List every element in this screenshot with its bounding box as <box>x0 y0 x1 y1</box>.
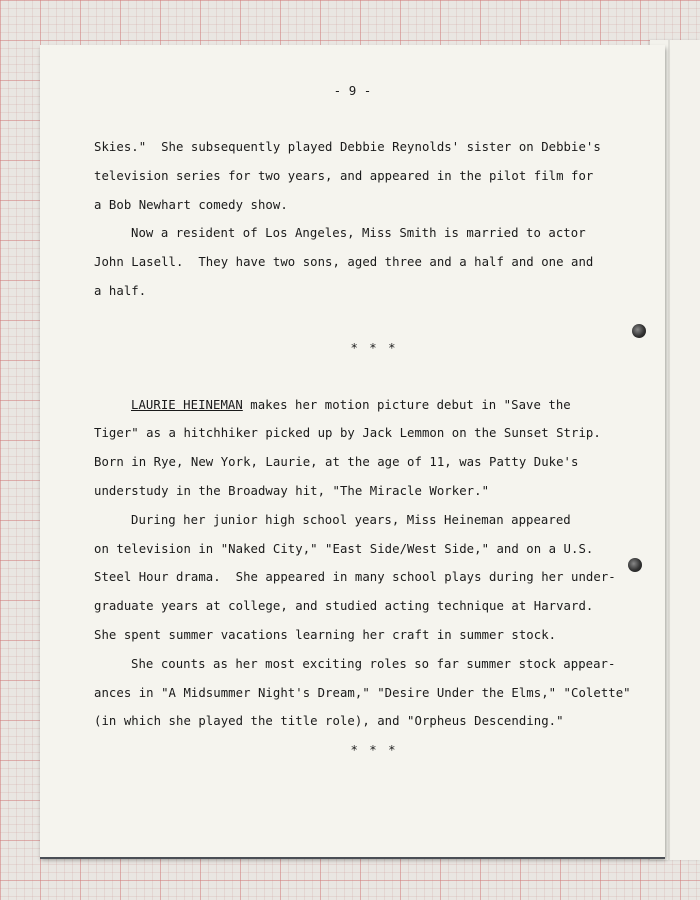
text-line: John Lasell. They have two sons, aged three and a half and one and <box>94 255 594 270</box>
blank-line <box>94 363 634 391</box>
text-fragment: makes her motion picture debut in "Save the <box>242 397 571 412</box>
text-line: ances in "A Midsummer Night's Dream," "Desire Under the Elms," "Colette" <box>94 685 631 700</box>
text-line: Skies." She subsequently played Debbie Reynolds' sister on Debbie's <box>94 140 601 154</box>
text-line: a half. <box>94 283 147 298</box>
blank-line <box>94 306 634 334</box>
text-line: During her junior high school years, Miss Heineman appeared <box>131 512 571 527</box>
section-separator: * * * <box>350 340 398 355</box>
section-separator: * * * <box>350 743 398 758</box>
text-line: Born in Rye, New York, Laurie, at the age of 11, was Patty Duke's <box>94 455 579 470</box>
text-line: graduate years at college, and studied acting technique at Harvard. <box>94 599 594 614</box>
text-line: a Bob Newhart comedy show. <box>94 197 288 212</box>
text-line: television series for two years, and appeared in the pilot film for <box>94 168 594 183</box>
page-number: - 9 - <box>333 83 372 98</box>
punch-hole <box>632 324 646 338</box>
sheet-fold <box>668 40 670 860</box>
text-line: Tiger" as a hitchhiker picked up by Jack Lemmon on the Sunset Strip. <box>94 426 601 441</box>
actress-name: LAURIE HEINEMAN <box>131 397 243 412</box>
text-line <box>94 391 634 420</box>
text-line: understudy in the Broadway hit, "The Miracle Worker." <box>94 483 490 498</box>
text-line: Now a resident of Los Angeles, Miss Smith is married to actor <box>131 226 586 241</box>
text-line: She spent summer vacations learning her craft in summer stock. <box>94 627 557 642</box>
body-text <box>94 133 634 765</box>
document-page <box>40 45 665 857</box>
text-line: She counts as her most exciting roles so far summer stock appear- <box>131 656 616 671</box>
text-line: Steel Hour drama. She appeared in many school plays during her under- <box>94 570 616 585</box>
text-line: (in which she played the title role), and "Orpheus Descending." <box>94 714 564 729</box>
text-line: on television in "Naked City," "East Side/West Side," and on a U.S. <box>94 541 594 556</box>
